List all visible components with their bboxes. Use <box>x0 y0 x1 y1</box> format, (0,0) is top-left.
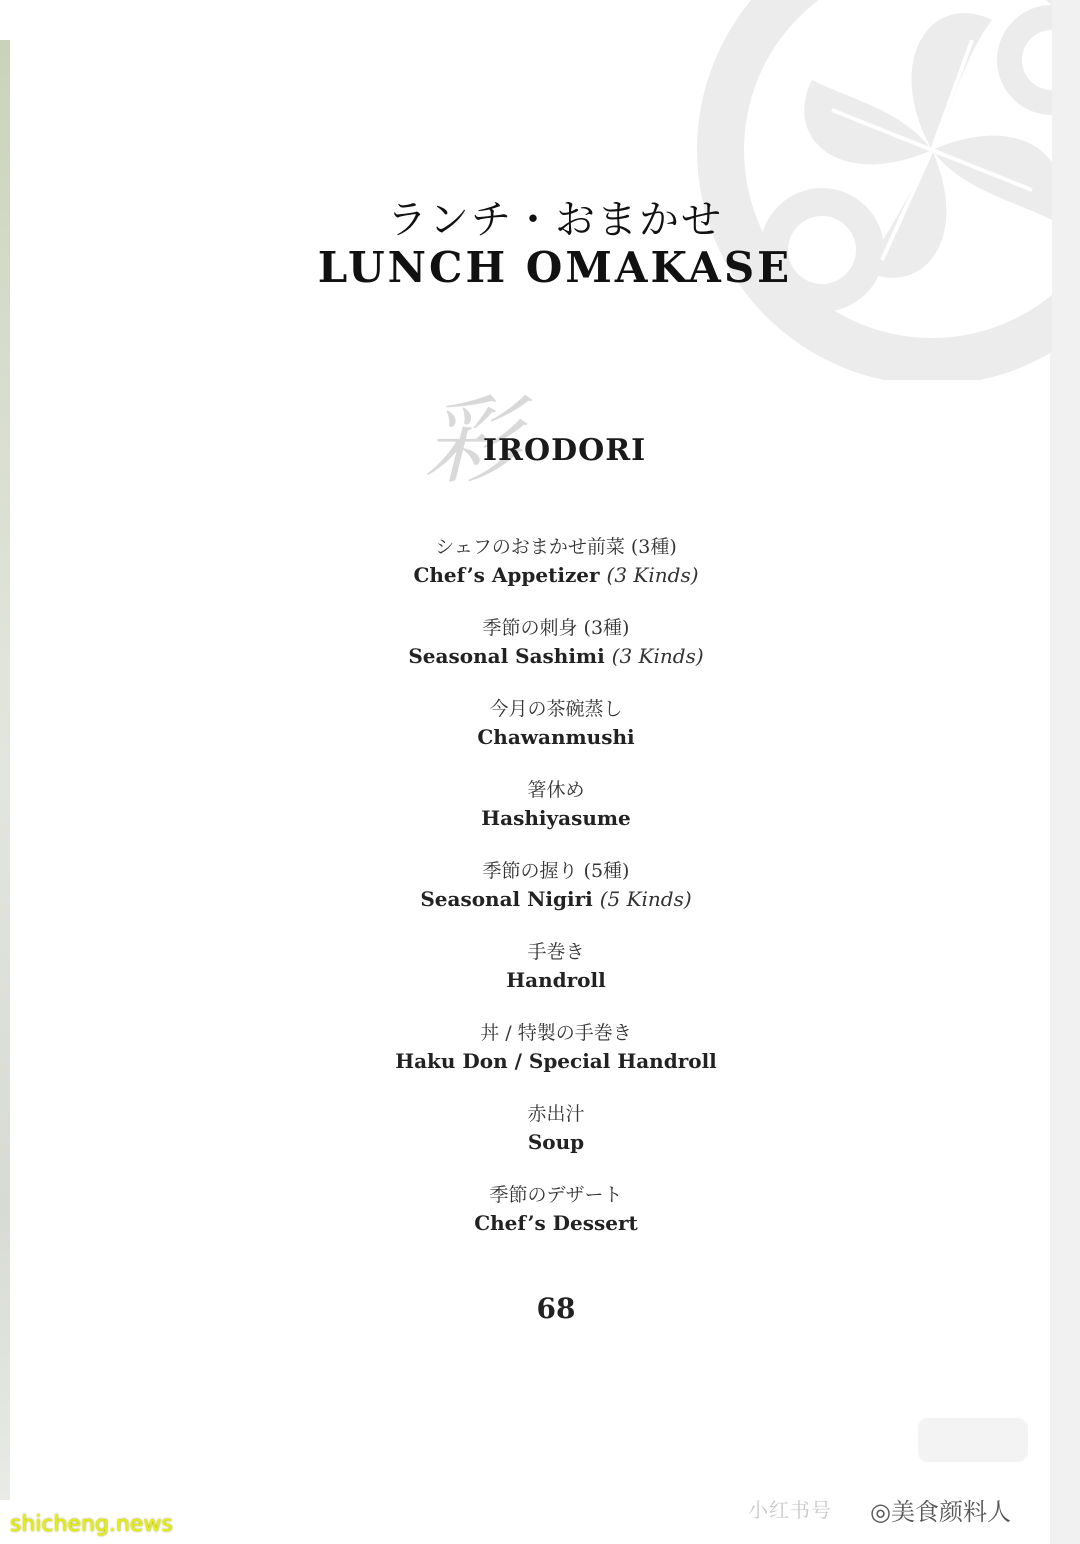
menu-item-jp: 赤出汁 <box>527 1103 585 1125</box>
menu-item-en <box>0 641 1080 671</box>
menu-item-jp: 季節の握り (5種) <box>482 860 630 882</box>
menu-item-en-name: Chef’s Appetizer <box>413 563 600 587</box>
watermark-brand-text: 美食颜料人 <box>890 1498 1011 1526</box>
menu-title-japanese: ランチ・おまかせ <box>387 197 723 243</box>
menu-item-jp: 季節のデザート <box>489 1184 623 1206</box>
menu-item-en-name: Soup <box>527 1130 585 1154</box>
menu-item-en <box>0 884 1080 914</box>
menu-item-en-name: Seasonal Sashimi <box>408 644 605 668</box>
menu-item-jp: シェフのおまかせ前菜 (3種) <box>435 536 677 558</box>
menu-item <box>0 1182 1080 1263</box>
menu-item-kinds: (3 Kinds) <box>611 644 704 668</box>
menu-item-en <box>0 1046 1080 1076</box>
menu-item-en <box>0 1208 1080 1238</box>
menu-item-jp: 季節の刺身 (3種) <box>482 617 630 639</box>
menu-item-en-name: Haku Don / Special Handroll <box>395 1049 717 1073</box>
menu-item-en <box>0 803 1080 833</box>
menu-item <box>0 777 1080 858</box>
menu-item <box>0 1101 1080 1182</box>
menu-item-jp: 箸休め <box>527 779 585 801</box>
course-name: IRODORI <box>483 433 647 468</box>
menu-item-en-name: Seasonal Nigiri <box>420 887 593 911</box>
menu-list <box>0 534 1080 1263</box>
menu-item-en-name: Handroll <box>506 968 606 992</box>
menu-item <box>0 939 1080 1020</box>
page-number: 68 <box>536 1292 576 1325</box>
menu-item <box>0 858 1080 939</box>
menu-item-en <box>0 722 1080 752</box>
menu-item-en <box>0 560 1080 590</box>
menu-item-en-name: Chef’s Dessert <box>474 1211 638 1235</box>
menu-item-en-name: Hashiyasume <box>481 806 631 830</box>
site-watermark: shicheng.news <box>10 1512 173 1537</box>
menu-item-en-name: Chawanmushi <box>477 725 635 749</box>
menu-item <box>0 1020 1080 1101</box>
menu-item-jp: 手巻き <box>527 941 585 963</box>
watermark-brand <box>870 1492 1011 1527</box>
menu-item-kinds: (5 Kinds) <box>599 887 692 911</box>
wechat-icon: ◎ <box>870 1498 891 1526</box>
menu-item-jp: 丼 / 特製の手巻き <box>480 1022 632 1044</box>
course-kanji-mark: 彩 <box>424 385 520 497</box>
menu-item-kinds: (3 Kinds) <box>606 563 699 587</box>
menu-item <box>0 696 1080 777</box>
watermark-source: 小红书号 <box>748 1498 832 1522</box>
menu-item <box>0 615 1080 696</box>
menu-item-en <box>0 965 1080 995</box>
menu-title-english: LUNCH OMAKASE <box>317 243 793 292</box>
menu-item <box>0 534 1080 615</box>
menu-item-jp: 今月の茶碗蒸し <box>489 698 623 720</box>
watermark-badge <box>918 1418 1028 1462</box>
menu-item-en <box>0 1127 1080 1157</box>
